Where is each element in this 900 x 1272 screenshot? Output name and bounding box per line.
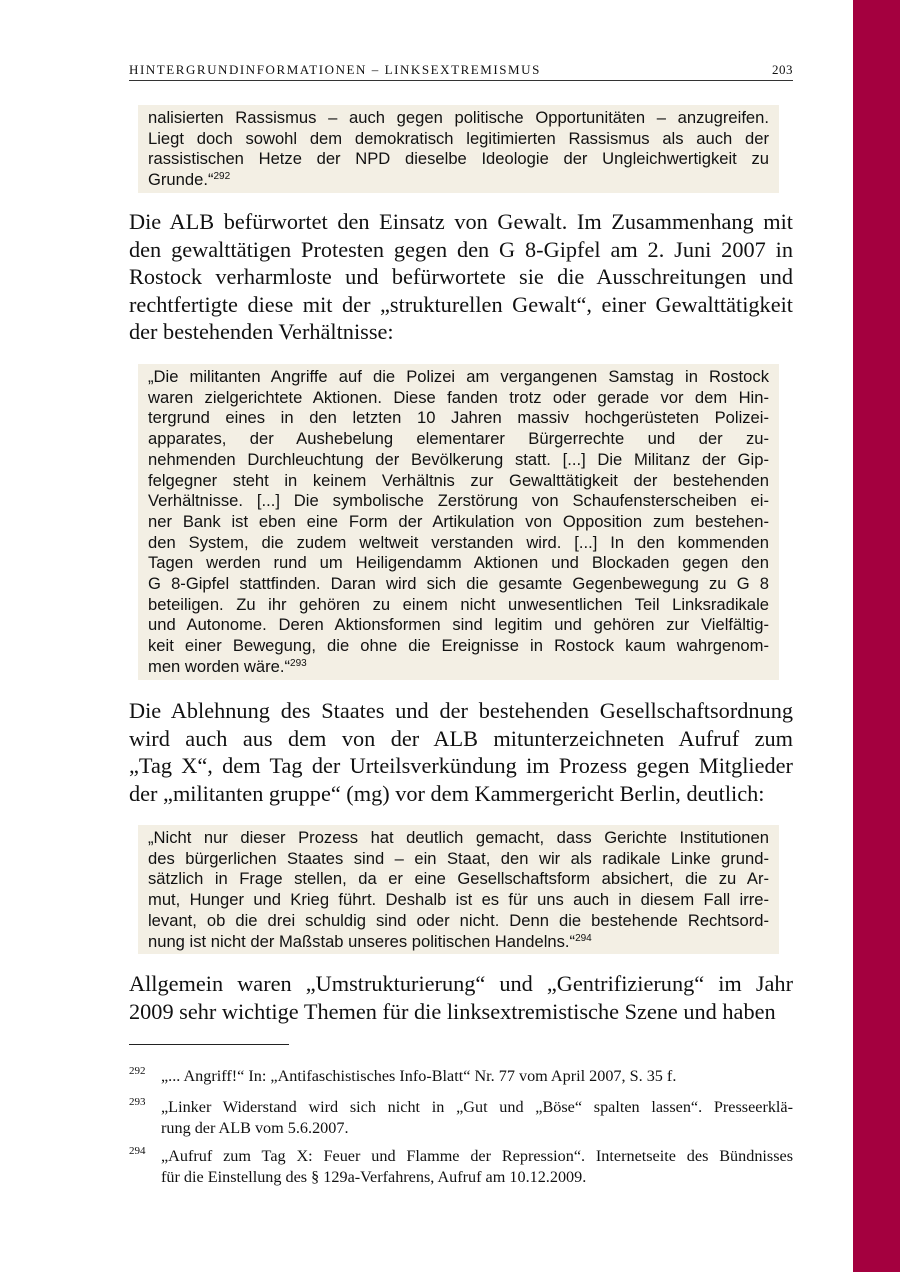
paragraph-line: rechtfertigte diese mit der „strukturellen Gewalt“, einer Gewalttätigkeit bbox=[129, 291, 793, 317]
footnote-ref[interactable]: 293 bbox=[290, 657, 307, 669]
quote-line: tergrund eines in den letzten 10 Jahren massiv hochgerüsteten Polizei- bbox=[148, 408, 769, 428]
footnote-ref[interactable]: 292 bbox=[213, 171, 231, 183]
paragraph-line: 2009 sehr wichtige Themen für die linksextremistische Szene und haben bbox=[129, 998, 776, 1024]
quote-line: rassistischen Hetze der NPD dieselbe Ideologie der Ungleichwertigkeit zu bbox=[148, 149, 769, 169]
paragraph-line: Rostock verharmloste und befürwortete sie die Ausschreitungen und bbox=[129, 264, 793, 290]
paragraph-line: der bestehenden Verhältnisse: bbox=[129, 319, 394, 345]
paragraph-line: den gewalttätigen Protesten gegen den G 8-Gipfel am 2. Juni 2007 in bbox=[129, 236, 793, 262]
paragraph-line: Allgemein waren „Umstrukturierung“ und „Gentrifizierung“ im Jahr bbox=[129, 971, 793, 996]
footnote-292 bbox=[129, 1066, 793, 1087]
footnote-number: 292 bbox=[129, 1065, 146, 1077]
footnote-293 bbox=[129, 1097, 793, 1139]
quote-line: waren zielgerichtete Aktionen. Diese fanden trotz oder gerade vor dem Hin- bbox=[148, 387, 769, 407]
footnote-294 bbox=[129, 1146, 793, 1188]
footnote-rule bbox=[129, 1044, 289, 1045]
quote-line: „Die militanten Angriffe auf die Polizei am vergangenen Samstag in Rostock bbox=[148, 367, 769, 386]
paragraph-1 bbox=[129, 208, 793, 346]
footnote-number: 294 bbox=[129, 1145, 146, 1157]
quote-line: beteiligen. Zu ihr gehören zu einem nicht unwesentlichen Teil Linksradikale bbox=[148, 594, 769, 614]
side-color-bar bbox=[853, 0, 900, 1272]
quote-line: G 8-Gipfel stattfinden. Daran wird sich die gesamte Gegenbewegung zu G 8 bbox=[148, 574, 769, 594]
footnote-line: für die Einstellung des § 129a-Verfahrens, Aufruf am 10.12.2009. bbox=[161, 1168, 587, 1186]
running-title: HINTERGRUNDINFORMATIONEN – LINKSEXTREMISMUS bbox=[129, 62, 541, 77]
footnote-line: „... Angriff!“ In: „Antifaschistisches Info-Blatt“ Nr. 77 vom April 2007, S. 35 f. bbox=[161, 1067, 677, 1085]
paragraph-line: Die ALB befürwortet den Einsatz von Gewalt. Im Zusammenhang mit bbox=[129, 209, 793, 234]
quote-line: Liegt doch sowohl dem demokratisch legitimierten Rassismus als auch der bbox=[148, 128, 769, 148]
quote-line: nung ist nicht der Maßstab unseres politischen Handelns.“$^{294}$ bbox=[148, 931, 592, 951]
header-rule bbox=[129, 80, 793, 81]
running-header bbox=[129, 62, 793, 78]
quote-line: mut, Hunger und Krieg führt. Deshalb ist es für uns auch in diesem Fall irre- bbox=[148, 890, 769, 910]
footnote-line: „Aufruf zum Tag X: Feuer und Flamme der Repression“. Internetseite des Bündnisses bbox=[161, 1147, 793, 1165]
quote-block-2 bbox=[138, 364, 779, 680]
quote-line: nehmenden Durchleuchtung der Bevölkerung statt. [...] Die Militanz der Gip- bbox=[148, 449, 769, 469]
quote-line: den System, die zudem weltweit verstanden wird. [...] In den kommenden bbox=[148, 532, 769, 552]
page-number: 203 bbox=[772, 62, 793, 77]
paragraph-line: wird auch aus dem von der ALB mitunterzeichneten Aufruf zum bbox=[129, 725, 793, 751]
paragraph-line: „Tag X“, dem Tag der Urteilsverkündung im Prozess gegen Mitglieder bbox=[129, 753, 793, 779]
footnote-line: „Linker Widerstand wird sich nicht in „Gut und „Böse“ spalten lassen“. Presseerklä- bbox=[161, 1098, 793, 1116]
footnote-number: 293 bbox=[129, 1096, 146, 1108]
quote-line: Verhältnisse. [...] Die symbolische Zerstörung von Schaufensterscheiben ei- bbox=[148, 491, 769, 511]
quote-line: des bürgerlichen Staates sind – ein Staat, den wir als radikale Linke grund- bbox=[148, 848, 769, 868]
quote-line: keit einer Bewegung, die ohne die Ereignisse in Rostock kaum wahrgenom- bbox=[148, 636, 769, 656]
footnote-line: rung der ALB vom 5.6.2007. bbox=[161, 1119, 349, 1137]
footnote-ref[interactable]: 294 bbox=[575, 932, 592, 944]
quote-line: nalisierten Rassismus – auch gegen politische Opportunitäten – anzugreifen. bbox=[148, 108, 769, 127]
quote-line: „Nicht nur dieser Prozess hat deutlich gemacht, dass Gerichte Institutionen bbox=[148, 828, 769, 847]
quote-line: Tagen werden rund um Heiligendamm Aktionen und Blockaden gegen den bbox=[148, 553, 769, 573]
quote-line: ner Bank ist eben eine Form der Artikulation von Opposition zum bestehen- bbox=[148, 511, 769, 531]
paragraph-line: Die Ablehnung des Staates und der bestehenden Gesellschaftsordnung bbox=[129, 698, 793, 723]
paragraph-2 bbox=[129, 697, 793, 807]
quote-line: apparates, der Aushebelung elementarer Bürgerrechte und der zu- bbox=[148, 429, 769, 449]
paragraph-line: der „militanten gruppe“ (mg) vor dem Kammergericht Berlin, deutlich: bbox=[129, 780, 765, 806]
quote-line: sätzlich in Frage stellen, da er eine Gesellschaftsform absichert, die zu Ar- bbox=[148, 869, 769, 889]
quote-line: felgegner steht in keinem Verhältnis zur Gewalttätigkeit der bestehenden bbox=[148, 470, 769, 490]
quote-line: men worden wäre.“$^{293}$ bbox=[148, 656, 307, 676]
quote-block-1 bbox=[138, 105, 779, 193]
paragraph-3 bbox=[129, 970, 793, 1025]
quote-line: Grunde.“$^{292}$ bbox=[148, 170, 231, 190]
quote-line: und Autonome. Deren Aktionsformen sind legitim und gehören zur Vielfältig- bbox=[148, 615, 769, 635]
quote-line: levant, ob die drei schuldig sind oder nicht. Denn die bestehende Rechtsord- bbox=[148, 910, 769, 930]
quote-block-3 bbox=[138, 825, 779, 954]
